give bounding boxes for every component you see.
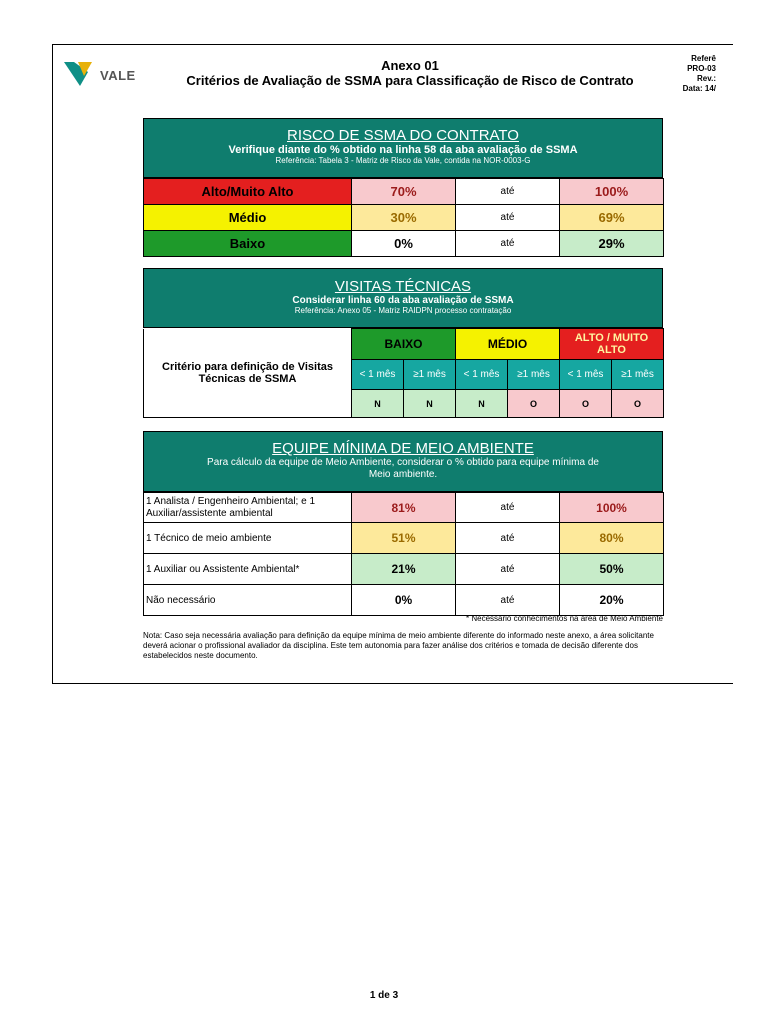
visits-period: < 1 mês [352,360,404,390]
risk-title: RISCO DE SSMA DO CONTRATO [287,127,519,144]
visits-period: < 1 mês [456,360,508,390]
visits-subtitle: Considerar linha 60 da aba avaliação de SSMA [292,295,514,306]
risk-sep: até [456,179,560,205]
visits-level-high: ALTO / MUITO ALTO [560,329,664,360]
visits-level-medium: MÉDIO [456,329,560,360]
risk-level-medium: Médio [144,205,352,231]
risk-to: 69% [560,205,664,231]
risk-level-low: Baixo [144,231,352,257]
logo-text: VALE [100,68,136,83]
env-from: 21% [352,554,456,585]
visits-period: ≥1 mês [404,360,456,390]
ref-line: Referê [691,54,716,63]
env-footnote: * Necessário conhecimentos na área de Meio Ambiente [466,614,663,623]
risk-reference: Referência: Tabela 3 - Matriz de Risco da Vale, contida na NOR-0003-G [275,156,531,165]
reference-box [672,54,716,94]
table-row [144,585,664,616]
visits-reference: Referência: Anexo 05 - Matriz RAIDPN processo contratação [294,306,512,315]
env-sep: até [456,523,560,554]
table-row [144,179,664,205]
env-to: 80% [560,523,664,554]
risk-from: 70% [352,179,456,205]
ref-line: PRO-03 [687,64,716,73]
env-label: 1 Técnico de meio ambiente [144,523,352,554]
risk-to: 29% [560,231,664,257]
env-label: Não necessário [144,585,352,616]
visits-title: VISITAS TÉCNICAS [334,278,472,295]
env-from: 51% [352,523,456,554]
visits-period: ≥1 mês [612,360,664,390]
env-to: 100% [560,493,664,523]
risk-from: 30% [352,205,456,231]
annex-title: Anexo 01 [381,58,439,73]
visits-section [143,268,663,418]
visits-value: N [404,390,456,418]
risk-table [143,178,664,257]
visits-value: N [352,390,404,418]
table-row [144,493,664,523]
ref-line: Rev.: [697,74,716,83]
env-sep: até [456,554,560,585]
visits-value: O [560,390,612,418]
risk-level-high: Alto/Muito Alto [144,179,352,205]
env-to: 20% [560,585,664,616]
env-table [143,492,664,616]
risk-from: 0% [352,231,456,257]
risk-header [143,118,663,178]
table-row [144,205,664,231]
page-number: 1 de 3 [369,990,399,1001]
table-row [144,554,664,585]
env-sep: até [456,585,560,616]
visits-value: O [508,390,560,418]
env-section [143,431,663,616]
env-from: 81% [352,493,456,523]
visits-table [143,328,664,418]
table-row [144,329,664,360]
risk-sep: até [456,205,560,231]
page-title: Critérios de Avaliação de SSMA para Classificação de Risco de Contrato [186,73,634,88]
visits-value: N [456,390,508,418]
visits-period: ≥1 mês [508,360,560,390]
env-sep: até [456,493,560,523]
risk-section [143,118,663,257]
visits-value: O [612,390,664,418]
env-label: 1 Auxiliar ou Assistente Ambiental* [144,554,352,585]
visits-level-low: BAIXO [352,329,456,360]
env-header [143,431,663,492]
table-row [144,231,664,257]
risk-subtitle: Verifique diante do % obtido na linha 58 da aba avaliação de SSMA [228,144,578,156]
env-title: EQUIPE MÍNIMA DE MEIO AMBIENTE [272,440,534,457]
visits-criteria-label: Critério para definição de Visitas Técnicas de SSMA [144,329,352,418]
env-subtitle: Para cálculo da equipe de Meio Ambiente, considerar o % obtido para equipe mínima de Meio ambiente. [207,457,599,480]
visits-period: < 1 mês [560,360,612,390]
env-from: 0% [352,585,456,616]
env-to: 50% [560,554,664,585]
env-label: 1 Analista / Engenheiro Ambiental; e 1 Auxiliar/assistente ambiental [144,493,352,523]
risk-sep: até [456,231,560,257]
table-row [144,523,664,554]
visits-header [143,268,663,328]
risk-to: 100% [560,179,664,205]
note-text: Nota: Caso seja necessária avaliação para definição da equipe mínima de meio ambiente diferente do informado neste anexo, a área solicitante deverá acionar o profissional avaliador da disciplina. Este tem autonomia para fazer análise dos critérios e tomada de decisão diferente dos estabelecidos neste documento. [143,631,654,660]
ref-line: Data: 14/ [682,84,716,93]
